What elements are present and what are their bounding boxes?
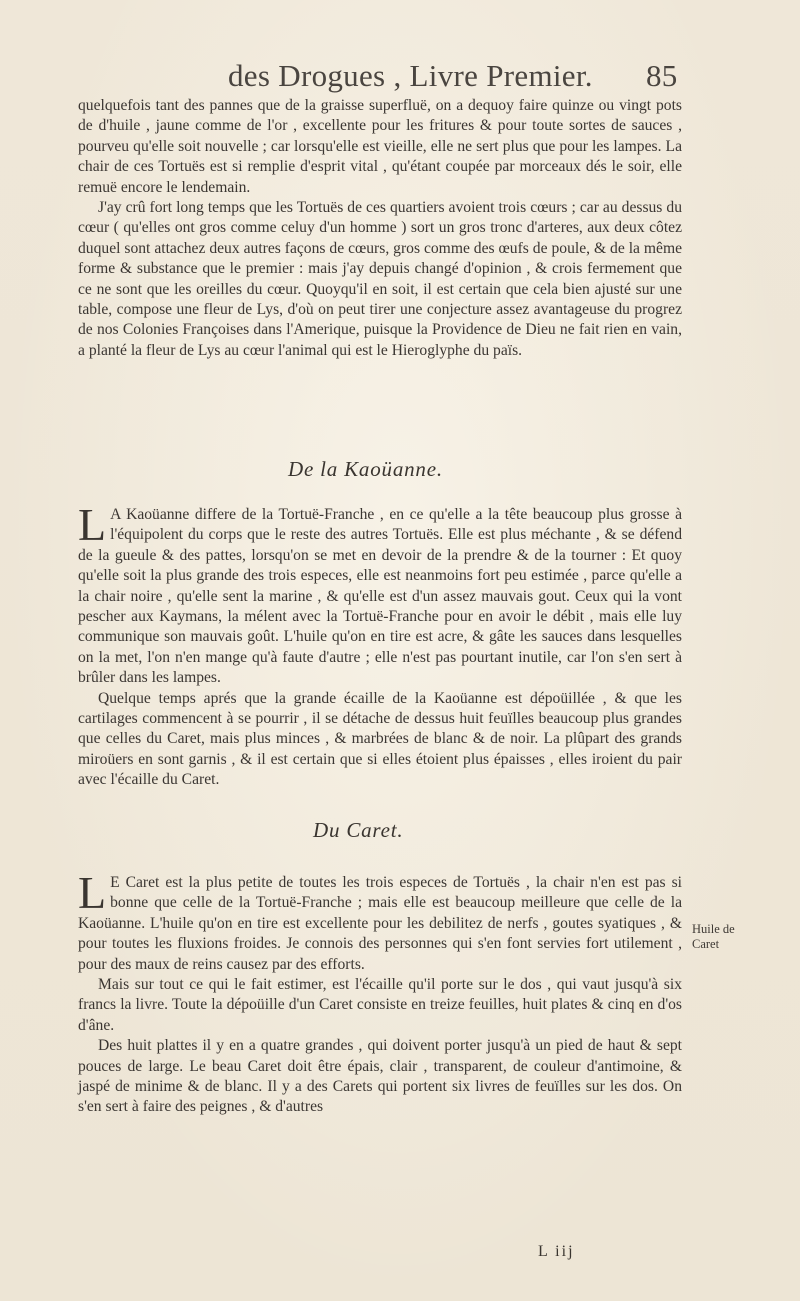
- paragraph: Des huit plattes il y en a quatre grandes , qui doivent porter jusqu'à un pied de haut & sept pouces de large. Le beau Caret doit être épais, clair , transparent, de couleur d'antimoine, & jaspé de minime & de blanc. Il y a des Carets qui portent six livres de feuïlles sur les dos. On s'en sert à faire des peignes , & d'autres: [78, 1037, 682, 1116]
- paragraph: A Kaoüanne differe de la Tortuë-Franche , en ce qu'elle a la tête beaucoup plus grosse à l'équipolent du corps que le reste des autres Tortuës. Elle est plus méchante , & se défend de la gueule & des pattes, lorsqu'on se met en devoir de la prendre & de la tourner : Et quoy qu'elle soit la plus grande des trois especes, elle est neanmoins fort peu estimée , parce qu'elle a la chair noire , qu'elle sent la marine , & qu'elle est d'un assez mauvais gout. Ceux qui la vont pescher aux Kaymans, la mélent avec la Tortuë-Franche pour en avoir le débit , mais elle luy communique son mauvais goût. L'huile qu'on en tire est acre, & gâte les sauces dans lesquelles on la met, l'on n'en mange qu'à faute d'autre ; elle n'est pas pourtant inutile, car l'on s'en sert à brûler dans les lampes.: [78, 506, 682, 687]
- paragraph: J'ay crû fort long temps que les Tortuës de ces quartiers avoient trois cœurs ; car au dessus du cœur ( qu'elles ont gros comme celuy d'un homme ) sort un gros tronc d'arteres, aux deux côtez duquel sont attachez deux autres façons de cœurs, gros comme des œufs de poule, & de la même forme & substance que le premier : mais j'ay depuis changé d'opinion , & crois fermement que ce ne sont que les oreilles du cœur. Quoyqu'il en soit, il est certain que cela bien ajusté sur une table, compose une fleur de Lys, d'où on peut tirer une conjecture assez avantageuse du progrez de nos Colonies Françoises dans l'Amerique, puisque la Providence de Dieu ne fait rien en vain, a planté la fleur de Lys au cœur l'animal qui est le Hieroglyphe du païs.: [78, 199, 682, 359]
- intro-text-block: [78, 96, 682, 361]
- paragraph: quelquefois tant des pannes que de la graisse superfluë, on a dequoy faire quinze ou vingt pots de d'huile , jaune comme de l'or , excellente pour les fritures & pour toute sortes de sauces , pourveu qu'elle soit nouvelle ; car lorsqu'elle est vieille, elle ne sert plus que pour les lampes. La chair de ces Tortuës est si remplie d'esprit vital , qu'étant coupée par morceaux dés le soir, elle remuë encore le lendemain.: [78, 97, 682, 196]
- running-head-title: des Drogues , Livre Premier.: [228, 58, 593, 93]
- margin-note: Huile de Caret: [692, 922, 735, 951]
- paragraph: Mais sur tout ce qui le fait estimer, est l'écaille qu'il porte sur le dos , qui vaut jusqu'à six francs la livre. Toute la dépoüille d'un Caret consiste en treize feuilles, huit plates & cinq en d'os d'âne.: [78, 976, 682, 1034]
- drop-cap: L: [78, 867, 107, 918]
- paragraph: Quelque temps aprés que la grande écaille de la Kaoüanne est dépoüillée , & que les cartilages commencent à se pourrir , il se détache de dessus huit feuïlles beaucoup plus grandes que celles du Caret, mais plus minces , & marbrées de blanc & de noir. La plûpart des grands miroüers en sont garnis , & il est certain que si elles étoient plus épaisses , elles iroient du pair avec l'écaille du Caret.: [78, 689, 682, 789]
- paragraph: E Caret est la plus petite de toutes les trois especes de Tortuës , la chair n'en est pas si bonne que celle de la Tortuë-Franche ; mais elle est beaucoup meilleure que celle de la Kaoüanne. L'huile qu'on en tire est excellente pour les debilitez de nerfs , goutes syatiques , & pour toutes les fluxions froides. Je connois des personnes qui s'en font servies fort utilement , pour des maux de reins causez par des efforts.: [78, 874, 682, 973]
- signature-mark: L iij: [538, 1243, 575, 1260]
- section-title-kaouanne: De la Kaoüanne.: [288, 457, 443, 481]
- page-number: 85: [646, 58, 678, 93]
- caret-text-block: [78, 867, 682, 1118]
- running-head: [228, 58, 688, 94]
- drop-cap: L: [78, 499, 107, 550]
- kaouanne-text-block: [78, 499, 682, 791]
- section-title-caret: Du Caret.: [313, 818, 404, 842]
